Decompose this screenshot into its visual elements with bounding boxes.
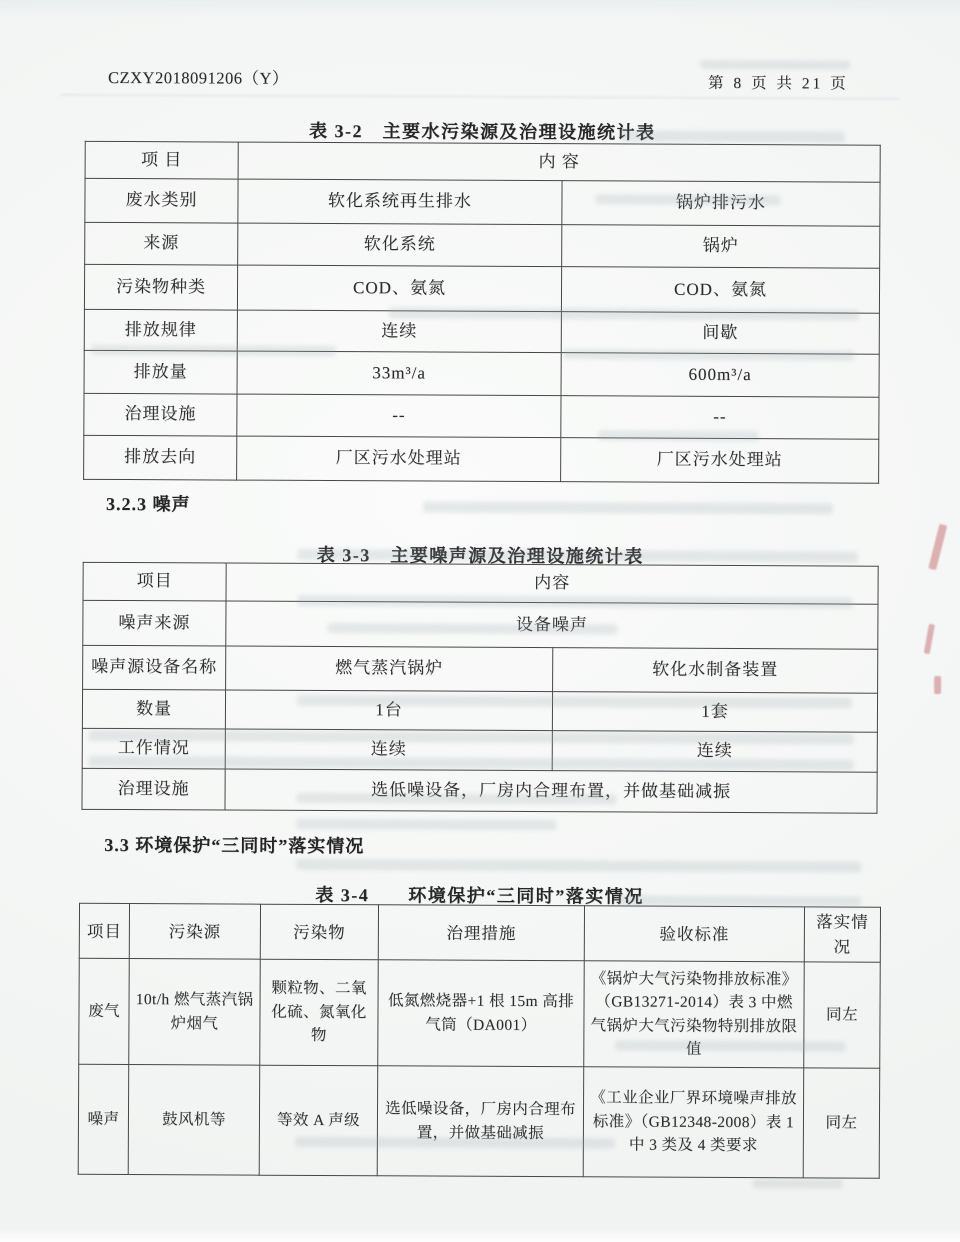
t34-cell-measure: 选低噪设备，厂房内合理布置，并做基础减振 bbox=[377, 1066, 584, 1177]
t33-cell: 连续 bbox=[552, 731, 877, 773]
t32-cell: 锅炉排污水 bbox=[562, 181, 880, 227]
t34-cell-pollutant: 颗粒物、二氧化硫、氮氧化物 bbox=[260, 959, 379, 1066]
t34-cell-standard: 《锅炉大气污染物排放标准》（GB13271-2014）表 3 中燃气锅炉大气污染物特别排放限值 bbox=[584, 961, 805, 1068]
table-row bbox=[79, 903, 880, 962]
t32-cell: 600m³/a bbox=[561, 353, 879, 398]
t33-header-item: 项目 bbox=[83, 562, 226, 601]
table-row bbox=[83, 562, 878, 604]
t33-cell: 1台 bbox=[225, 690, 552, 731]
t32-row-label: 排放去向 bbox=[84, 435, 237, 480]
table-row bbox=[82, 728, 877, 772]
table-row bbox=[84, 264, 879, 313]
t34-cell-status: 同左 bbox=[803, 1068, 880, 1178]
t34-cell-source: 鼓风机等 bbox=[128, 1065, 260, 1176]
t33-row-label: 工作情况 bbox=[82, 728, 225, 769]
t34-cell-measure: 低氮燃烧器+1 根 15m 高排气筒（DA001） bbox=[378, 960, 585, 1067]
table-row bbox=[85, 141, 880, 182]
t32-header-item: 项 目 bbox=[85, 141, 238, 179]
document-number: CZXY2018091206（Y） bbox=[108, 67, 289, 88]
table-row bbox=[82, 768, 877, 813]
table-3-2-water-pollution bbox=[83, 141, 881, 484]
t32-row-label: 污染物种类 bbox=[84, 264, 237, 310]
t32-cell: 锅炉 bbox=[562, 225, 880, 269]
t33-row-label: 噪声来源 bbox=[83, 600, 226, 646]
t34-header: 项目 bbox=[79, 903, 129, 958]
t34-header: 污染物 bbox=[260, 904, 378, 960]
bleedthrough-artifact bbox=[700, 60, 850, 70]
t32-cell: 33m³/a bbox=[237, 351, 561, 396]
t34-header: 污染源 bbox=[129, 904, 260, 960]
table-row bbox=[84, 309, 879, 354]
t32-row-label: 治理设施 bbox=[84, 393, 237, 436]
t33-header-content: 内容 bbox=[226, 563, 878, 604]
t33-cell: 1套 bbox=[552, 692, 877, 733]
t33-row-label: 治理设施 bbox=[82, 768, 225, 810]
table-row bbox=[85, 222, 880, 268]
t33-cell: 燃气蒸汽锅炉 bbox=[226, 646, 553, 692]
section-heading-three-simultaneous: 3.3 环境保护“三同时”落实情况 bbox=[104, 834, 365, 857]
bleedthrough-artifact bbox=[423, 501, 833, 514]
t34-header: 验收标准 bbox=[584, 906, 804, 962]
t34-cell-pollutant: 等效 A 声级 bbox=[259, 1065, 378, 1176]
t33-cell: 连续 bbox=[225, 729, 552, 771]
table-3-4-title: 表 3-4 环境保护“三同时”落实情况 bbox=[315, 884, 644, 907]
t32-cell: 软化系统 bbox=[238, 223, 562, 267]
bleedthrough-artifact bbox=[296, 859, 861, 873]
scan-artifact-line bbox=[60, 94, 900, 100]
t32-row-label: 排放量 bbox=[84, 350, 237, 394]
table-row bbox=[84, 393, 879, 439]
t32-header-content: 内 容 bbox=[238, 142, 880, 182]
table-row bbox=[83, 600, 878, 649]
t32-cell: -- bbox=[561, 396, 879, 440]
t33-cell: 设备噪声 bbox=[226, 601, 878, 649]
table-row bbox=[84, 435, 879, 483]
section-heading-noise: 3.2.3 噪声 bbox=[105, 493, 191, 515]
t32-row-label: 排放规律 bbox=[84, 309, 237, 351]
t34-cell-source: 10t/h 燃气蒸汽锅炉烟气 bbox=[129, 959, 261, 1066]
table-3-3-noise-sources bbox=[81, 562, 878, 814]
t32-cell: 厂区污水处理站 bbox=[561, 438, 879, 484]
t32-cell: COD、氨氮 bbox=[561, 267, 879, 314]
t34-cell-item: 废气 bbox=[79, 958, 130, 1064]
t34-cell-standard: 《工业企业厂界环境噪声排放标准》（GB12348-2008）表 1 中 3 类及 4 类要求 bbox=[583, 1067, 804, 1178]
page-number-indicator: 第 8 页 共 21 页 bbox=[707, 74, 849, 93]
t33-row-label: 数量 bbox=[82, 689, 225, 729]
table-row bbox=[82, 689, 877, 732]
t33-cell: 软化水制备装置 bbox=[553, 648, 878, 694]
t32-row-label: 来源 bbox=[85, 222, 238, 265]
bleedthrough-artifact bbox=[753, 1179, 843, 1188]
t32-cell: 厂区污水处理站 bbox=[237, 436, 561, 482]
t34-header: 治理措施 bbox=[378, 905, 584, 961]
table-row bbox=[78, 1064, 880, 1178]
bleedthrough-artifact bbox=[296, 819, 556, 830]
t32-cell: 软化系统再生排水 bbox=[238, 179, 562, 225]
table-row bbox=[84, 350, 879, 397]
t33-row-label: 噪声源设备名称 bbox=[83, 645, 226, 690]
t32-cell: -- bbox=[237, 394, 561, 438]
red-margin-mark bbox=[928, 524, 947, 571]
t34-cell-item: 噪声 bbox=[78, 1064, 129, 1174]
t33-cell: 选低噪设备，厂房内合理布置，并做基础减振 bbox=[225, 769, 877, 813]
t34-cell-status: 同左 bbox=[804, 962, 881, 1068]
table-row bbox=[79, 958, 881, 1068]
table-3-4-three-simultaneous bbox=[78, 903, 881, 1179]
red-margin-mark bbox=[934, 676, 941, 694]
table-3-2-title: 表 3-2 主要水污染源及治理设施统计表 bbox=[309, 120, 656, 143]
t32-cell: 间歇 bbox=[561, 312, 879, 355]
t32-cell: 连续 bbox=[237, 310, 561, 353]
table-row bbox=[85, 178, 880, 226]
red-margin-mark bbox=[924, 624, 935, 655]
t34-header: 落实情况 bbox=[804, 907, 880, 963]
t32-cell: COD、氨氮 bbox=[237, 265, 561, 312]
t32-row-label: 废水类别 bbox=[85, 178, 238, 223]
table-3-3-title: 表 3-3 主要噪声源及治理设施统计表 bbox=[316, 544, 644, 567]
table-row bbox=[83, 645, 878, 693]
